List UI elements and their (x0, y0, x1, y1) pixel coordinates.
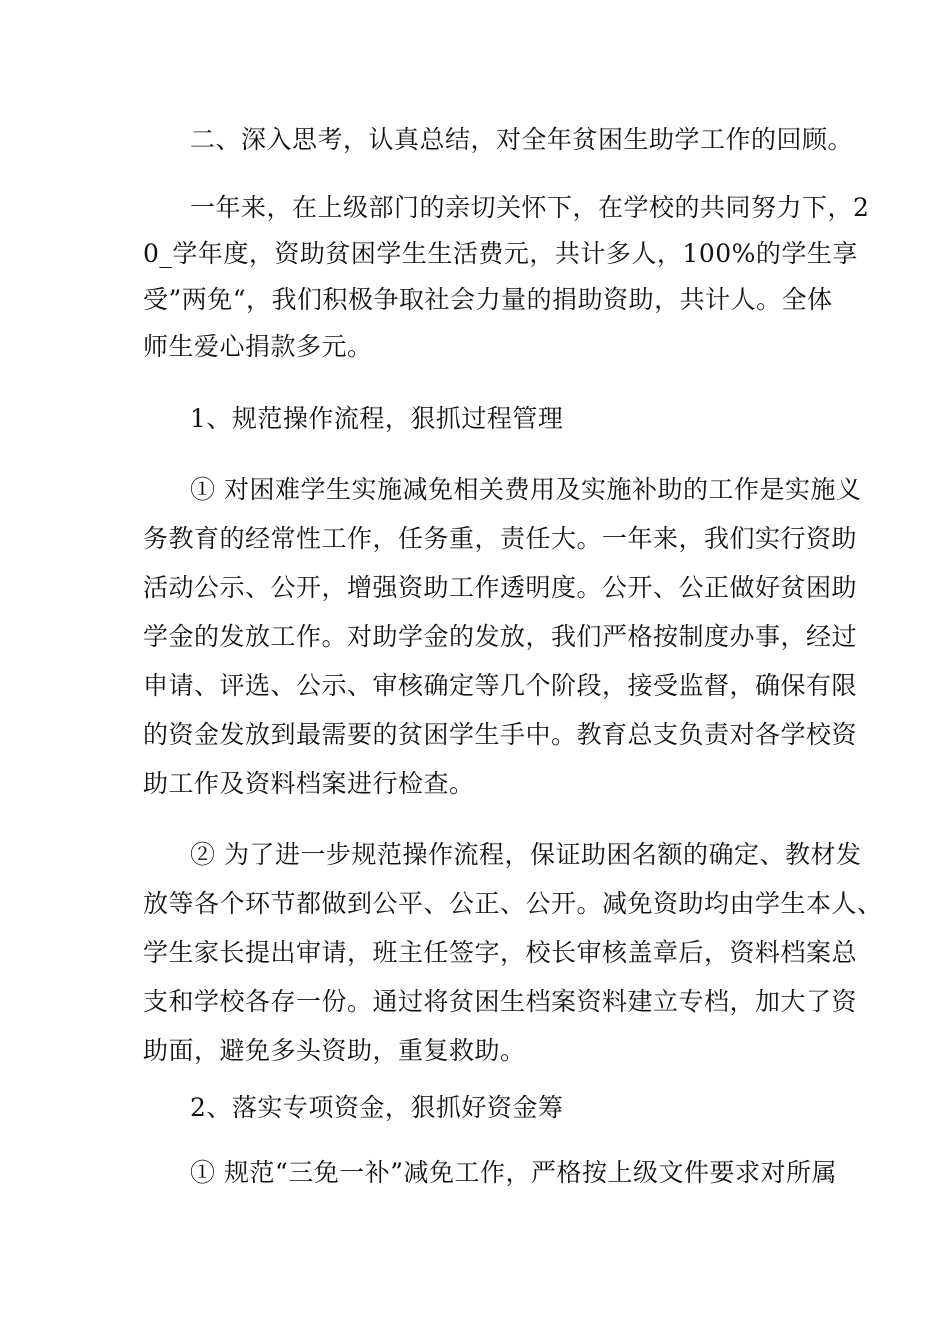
paragraph-line: 活动公示、公开，增强资助工作透明度。公开、公正做好贫困助 (143, 573, 858, 602)
paragraph-line: 助工作及资料档案进行检查。 (143, 769, 475, 798)
paragraph-line: 师生爱心捐款多元。 (143, 332, 373, 361)
paragraph-line: ① 对困难学生实施减免相关费用及实施补助的工作是实施义 (190, 475, 862, 504)
paragraph-line: 一年来，在上级部门的亲切关怀下，在学校的共同努力下，2 (190, 193, 870, 222)
paragraph-line: 的资金发放到最需要的贫困学生手中。教育总支负责对各学校资 (143, 720, 858, 749)
paragraph-line: 支和学校各存一份。通过将贫困生档案资料建立专档，加大了资 (143, 987, 858, 1016)
paragraph-line: 助面，避免多头资助，重复救助。 (143, 1036, 526, 1065)
subsection-heading: 2、落实专项资金，狠抓好资金筹 (190, 1093, 564, 1122)
paragraph-line: 放等各个环节都做到公平、公正、公开。减免资助均由学生本人、 (143, 889, 883, 918)
paragraph-line: 务教育的经常性工作，任务重，责任大。一年来，我们实行资助 (143, 524, 858, 553)
paragraph-line: 0_学年度，资助贫困学生生活费元，共计多人，100%的学生享 (143, 239, 858, 268)
paragraph-line: ② 为了进一步规范操作流程，保证助困名额的确定、教材发 (190, 840, 862, 869)
subsection-heading: 1、规范操作流程，狠抓过程管理 (190, 404, 564, 433)
paragraph-line: ① 规范“三免一补”减免工作，严格按上级文件要求对所属 (190, 1158, 838, 1187)
paragraph-line: 申请、评选、公示、审核确定等几个阶段，接受监督，确保有限 (143, 671, 858, 700)
paragraph-line: 学生家长提出审请，班主任签字，校长审核盖章后，资料档案总 (143, 938, 858, 967)
paragraph-line: 受”两免“，我们积极争取社会力量的捐助资助，共计人。全体 (143, 285, 833, 314)
section-heading: 二、深入思考，认真总结，对全年贫困生助学工作的回顾。 (190, 125, 854, 154)
paragraph-line: 学金的发放工作。对助学金的发放，我们严格按制度办事，经过 (143, 622, 858, 651)
